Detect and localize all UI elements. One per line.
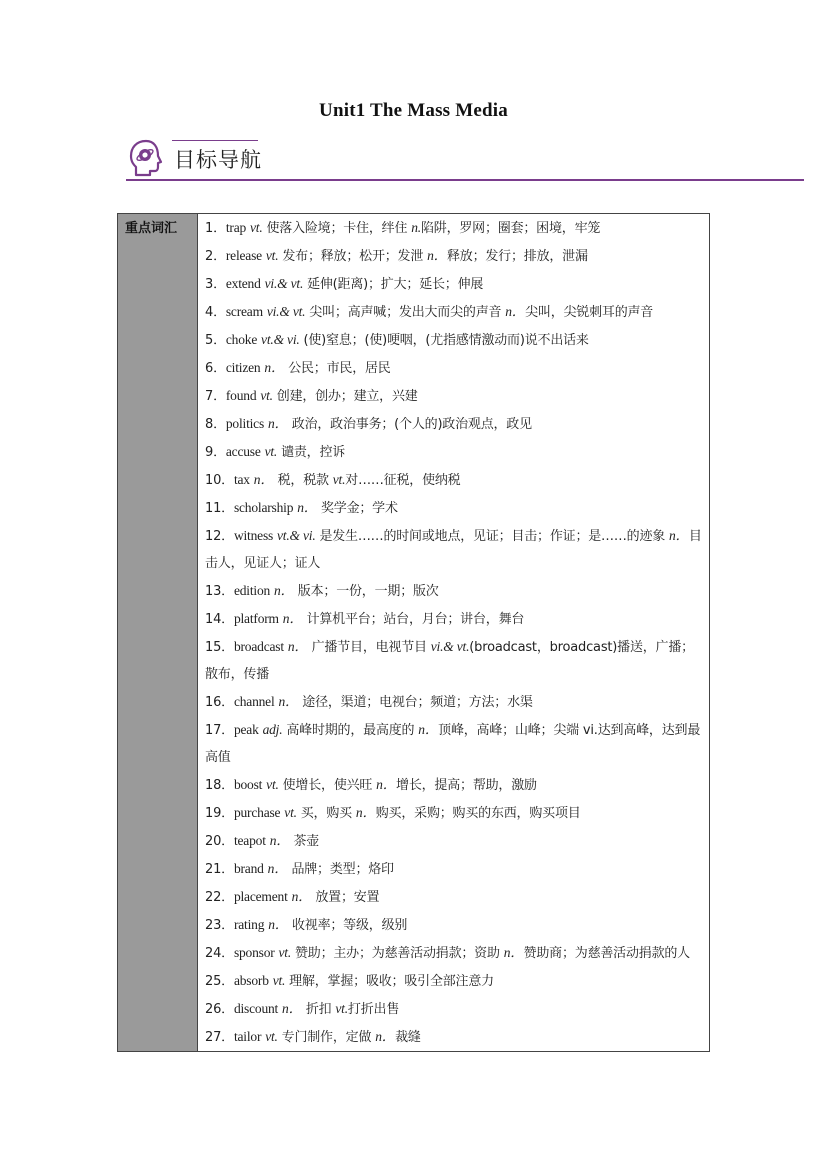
entry-word: trap	[225, 220, 247, 235]
entry-word: placement	[233, 889, 288, 904]
entry-pos: vt.& vi.	[261, 332, 300, 347]
entry-definition: 计算机平台；站台，月台；讲台，舞台	[306, 612, 525, 627]
entry-pos-secondary: vi.& vt.	[430, 639, 470, 654]
vocab-entry	[205, 799, 703, 827]
entry-word: citizen	[225, 360, 261, 375]
entry-number: 18．	[205, 778, 234, 793]
entry-word: tailor	[233, 1029, 262, 1044]
entry-number: 13．	[205, 584, 234, 599]
entry-word: edition	[233, 583, 271, 598]
entry-pos: n．	[268, 917, 289, 932]
entry-number: 6．	[205, 361, 226, 376]
entry-definition-secondary: 打折出售	[347, 1002, 400, 1017]
vocab-entry	[205, 855, 703, 883]
entry-pos: n．	[264, 360, 285, 375]
entry-pos: n．	[282, 611, 303, 626]
entry-word: politics	[225, 416, 265, 431]
entry-word: tax	[233, 472, 250, 487]
section-divider	[126, 179, 804, 181]
entry-pos: n．	[267, 861, 288, 876]
entry-definition: 税，税款	[277, 473, 329, 488]
entry-word: platform	[233, 611, 279, 626]
vocab-entry	[205, 354, 703, 382]
entry-pos: vt.	[278, 945, 292, 960]
entry-definition: 专门制作，定做	[281, 1030, 372, 1045]
entry-number: 24．	[205, 946, 234, 961]
entry-definition: 途径，渠道；电视台；频道；方法；水渠	[302, 695, 533, 710]
entry-number: 14．	[205, 612, 234, 627]
entry-pos-secondary: n．	[375, 1029, 396, 1044]
entry-pos: n．	[291, 889, 312, 904]
entry-number: 22．	[205, 890, 234, 905]
vocab-entry	[205, 382, 703, 410]
entry-pos: vt.	[265, 1029, 278, 1044]
vocab-list	[198, 214, 709, 1051]
vocab-entry	[205, 633, 703, 688]
entry-definition: 理解，掌握；吸收；吸引全部注意力	[289, 974, 494, 989]
entry-definition: 广播节目，电视节目	[311, 640, 427, 655]
entry-number: 9．	[205, 445, 226, 460]
vocab-entry	[205, 326, 703, 354]
entry-number: 11．	[205, 501, 234, 516]
entry-pos: n．	[282, 1001, 302, 1016]
vocab-entry	[205, 242, 703, 270]
entry-number: 25．	[205, 974, 234, 989]
entry-word: discount	[233, 1001, 279, 1016]
entry-pos-secondary: n．	[418, 722, 439, 737]
section-header	[126, 136, 804, 182]
entry-word: accuse	[225, 444, 261, 459]
entry-definition-secondary: 对……征税，使纳税	[345, 473, 461, 488]
entry-definition-secondary: 增长，提高；帮助，激励	[396, 778, 537, 793]
entry-definition-secondary: 目击人，见证人；证人	[205, 529, 702, 571]
entry-definition: 买，购买	[300, 806, 352, 821]
vocab-entry	[205, 995, 703, 1023]
entry-word: witness	[233, 528, 274, 543]
entry-definition: 使增长，使兴旺	[282, 778, 373, 793]
entry-pos-secondary: n．	[355, 805, 376, 820]
entry-number: 15．	[205, 640, 234, 655]
entry-definition: 创建，创办；建立，兴建	[276, 389, 418, 404]
vocab-entry	[205, 883, 703, 911]
entry-definition: 高峰时期的，最高度的	[286, 723, 415, 738]
entry-definition: 使落入险境；卡住，绊住	[266, 221, 408, 236]
entry-pos: vi.& vt.	[264, 276, 304, 291]
vocab-entry	[205, 967, 703, 995]
entry-word: teapot	[233, 833, 266, 848]
entry-word: purchase	[233, 805, 281, 820]
entry-number: 2．	[205, 249, 226, 264]
vocab-table	[117, 213, 710, 1052]
section-label: 目标导航	[174, 148, 262, 172]
entry-pos: vt.	[284, 805, 297, 820]
entry-number: 19．	[205, 806, 234, 821]
entry-definition: 尖叫；高声喊；发出大而尖的声音	[309, 305, 502, 320]
entry-definition: 茶壶	[293, 834, 320, 849]
entry-pos: n．	[253, 472, 274, 487]
entry-pos: n．	[297, 500, 318, 515]
entry-pos: vt.	[260, 388, 273, 403]
entry-pos-secondary: vt.	[332, 472, 346, 487]
entry-pos: vt.& vi.	[277, 528, 316, 543]
entry-word: peak	[233, 722, 259, 737]
entry-definition: 奖学金；学术	[320, 501, 398, 516]
entry-pos-secondary: n．	[669, 528, 689, 543]
entry-number: 23．	[205, 918, 234, 933]
entry-number: 17．	[205, 723, 234, 738]
entry-definition: (使)窒息；(使)哽咽，(尤指感情激动而)说不出话来	[303, 333, 589, 348]
entry-definition: 是发生……的时间或地点，见证；目击；作证；是……的迹象	[319, 529, 666, 544]
vocab-entry	[205, 771, 703, 799]
entry-word: sponsor	[233, 945, 275, 960]
entry-number: 21．	[205, 862, 234, 877]
entry-word: scream	[225, 304, 263, 319]
vocab-entry	[205, 688, 703, 716]
entry-definition: 公民；市民，居民	[288, 361, 391, 376]
entry-word: boost	[233, 777, 263, 792]
entry-number: 5．	[205, 333, 226, 348]
entry-definition: 延伸(距离)；扩大；延长；伸展	[307, 277, 484, 292]
entry-pos-secondary: n．	[427, 248, 447, 263]
entry-pos: n．	[287, 639, 308, 654]
entry-number: 7．	[205, 389, 226, 404]
entry-number: 3．	[205, 277, 226, 292]
vocab-entry	[205, 577, 703, 605]
entry-pos: vt.	[250, 220, 263, 235]
entry-word: channel	[233, 694, 275, 709]
vocab-entry	[205, 827, 703, 855]
entry-definition: 放置；安置	[315, 890, 380, 905]
entry-definition: 谴责，控诉	[281, 445, 346, 460]
entry-number: 10．	[205, 473, 234, 488]
vocab-entry	[205, 939, 703, 967]
entry-pos: vt.	[264, 444, 278, 459]
page-title: Unit1 The Mass Media	[319, 100, 508, 121]
entry-number: 12．	[205, 529, 234, 544]
entry-pos: vt.	[266, 777, 279, 792]
entry-pos: n．	[267, 416, 288, 431]
entry-pos: vt.	[265, 248, 279, 263]
entry-number: 1．	[205, 221, 226, 236]
entry-pos-secondary: n．	[376, 777, 397, 792]
vocab-entry	[205, 494, 703, 522]
entry-word: extend	[225, 276, 261, 291]
entry-definition: 收视率；等级，级别	[291, 918, 408, 933]
vocab-entry	[205, 716, 703, 771]
entry-number: 20．	[205, 834, 234, 849]
entry-number: 8．	[205, 417, 226, 432]
vocab-entry	[205, 214, 703, 242]
entry-word: found	[225, 388, 257, 403]
entry-definition-secondary: (broadcast，broadcast)播送，广播；散布，传播	[205, 640, 694, 682]
entry-word: release	[225, 248, 262, 263]
entry-definition: 折扣	[305, 1002, 332, 1017]
entry-definition: 品牌；类型；烙印	[291, 862, 394, 877]
entry-word: brand	[233, 861, 264, 876]
entry-pos-secondary: n.	[411, 220, 421, 235]
entry-definition-secondary: 顶峰，高峰；山峰；尖端 vi.达到高峰，达到最高值	[205, 723, 701, 765]
entry-pos-secondary: n．	[503, 945, 524, 960]
entry-definition-secondary: 陷阱，罗网；圈套；困境，牢笼	[420, 221, 601, 236]
entry-definition-secondary: 尖叫，尖锐刺耳的声音	[525, 305, 654, 320]
entry-pos-secondary: n．	[505, 304, 526, 319]
entry-pos: n．	[278, 694, 299, 709]
entry-number: 27．	[205, 1030, 234, 1045]
entry-word: absorb	[233, 973, 269, 988]
entry-word: broadcast	[233, 639, 284, 654]
entry-number: 4．	[205, 305, 226, 320]
vocab-entry	[205, 270, 703, 298]
entry-pos: vt.	[272, 973, 286, 988]
vocab-entry	[205, 298, 703, 326]
entry-definition-secondary: 赞助商；为慈善活动捐款的人	[523, 946, 690, 961]
section-topline	[172, 140, 258, 141]
vocab-entry	[205, 605, 703, 633]
entry-word: choke	[225, 332, 258, 347]
entry-number: 16．	[205, 695, 234, 710]
category-cell: 重点词汇	[118, 214, 198, 1051]
vocab-entry	[205, 1023, 703, 1051]
entry-pos: n．	[274, 583, 294, 598]
entry-word: scholarship	[233, 500, 294, 515]
entry-pos-secondary: vt.	[335, 1001, 348, 1016]
vocab-entry	[205, 438, 703, 466]
entry-definition: 赞助；主办；为慈善活动捐款；资助	[294, 946, 500, 961]
entry-pos: vi.& vt.	[266, 304, 306, 319]
vocab-entry	[205, 911, 703, 939]
entry-number: 26．	[205, 1002, 234, 1017]
vocab-entry	[205, 466, 703, 494]
entry-word: rating	[233, 917, 265, 932]
vocab-entry	[205, 522, 703, 577]
entry-pos: n．	[269, 833, 290, 848]
entry-definition-secondary: 购买，采购；购买的东西，购买项目	[375, 806, 581, 821]
entry-definition-secondary: 释放；发行；排放，泄漏	[446, 249, 588, 264]
entry-definition: 版本；一份，一期；版次	[297, 584, 439, 599]
entry-pos: adj.	[262, 722, 283, 737]
entry-definition: 发布；释放；松开；发泄	[282, 249, 424, 264]
brain-head-icon	[128, 138, 164, 178]
entry-definition: 政治，政治事务；(个人的)政治观点，政见	[291, 417, 532, 432]
entry-definition-secondary: 裁缝	[395, 1030, 421, 1045]
vocab-entry	[205, 410, 703, 438]
